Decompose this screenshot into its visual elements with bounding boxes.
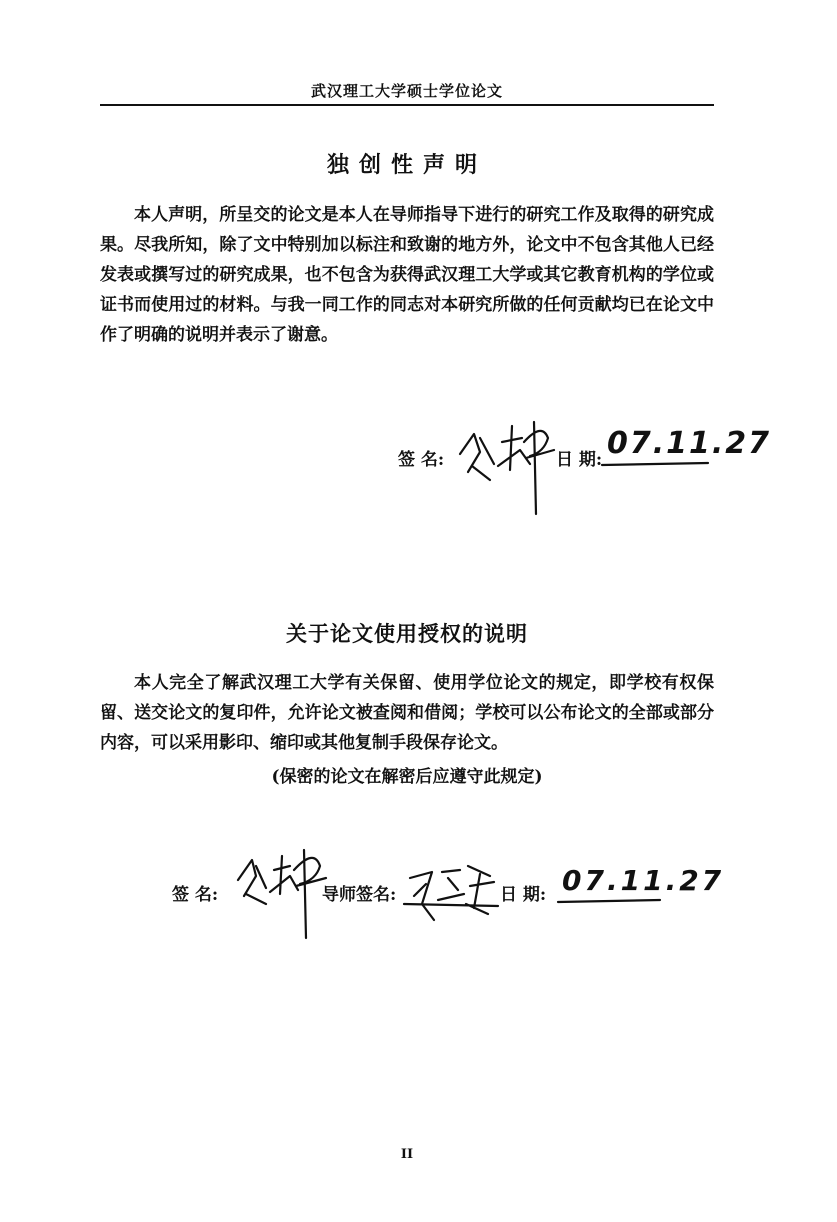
- running-header: 武汉理工大学硕士学位论文: [310, 82, 503, 100]
- authorization-title: 关于论文使用授权的说明: [286, 621, 528, 646]
- declaration-author-signature: [450, 408, 560, 518]
- author-signature-label: 签 名:: [172, 885, 219, 905]
- authorization-handwritten-date: 07.11.27: [562, 864, 725, 897]
- confidentiality-note: (保密的论文在解密后应遵守此规定): [271, 767, 543, 787]
- declaration-body: 本人声明，所呈交的论文是本人在导师指导下进行的研究工作及取得的研究成果。尽我所知，除了文中特别加以标注和致谢的地方外，论文中不包含其他人已经发表或撰写过的研究成果，也不包含为获得武汉理工大学或其它教育机构的学位或证书而使用过的材料。与我一同工作的同志对本研究所做的任何贡献均已在论文中作了明确的说明并表示了谢意。: [100, 205, 714, 345]
- header-divider: [100, 104, 714, 106]
- declaration-signature-label: 签 名:: [398, 450, 445, 470]
- advisor-signature-label: 导师签名:: [322, 885, 397, 905]
- declaration-date-label: 日 期:: [556, 450, 603, 470]
- authorization-body: 本人完全了解武汉理工大学有关保留、使用学位论文的规定，即学校有权保留、送交论文的复印件，允许论文被查阅和借阅；学校可以公布论文的全部或部分内容，可以采用影印、缩印或其他复制手段保存论文。: [100, 673, 714, 753]
- author-signature: [232, 840, 332, 940]
- declaration-handwritten-date: 07.11.27: [607, 426, 772, 461]
- declaration-title: 独创性声明: [326, 152, 487, 178]
- advisor-signature: [402, 856, 502, 936]
- authorization-date-underline: [556, 896, 666, 908]
- page-number: II: [400, 1147, 414, 1162]
- authorization-date-label: 日 期:: [500, 885, 547, 905]
- declaration-date-underline: [600, 460, 712, 472]
